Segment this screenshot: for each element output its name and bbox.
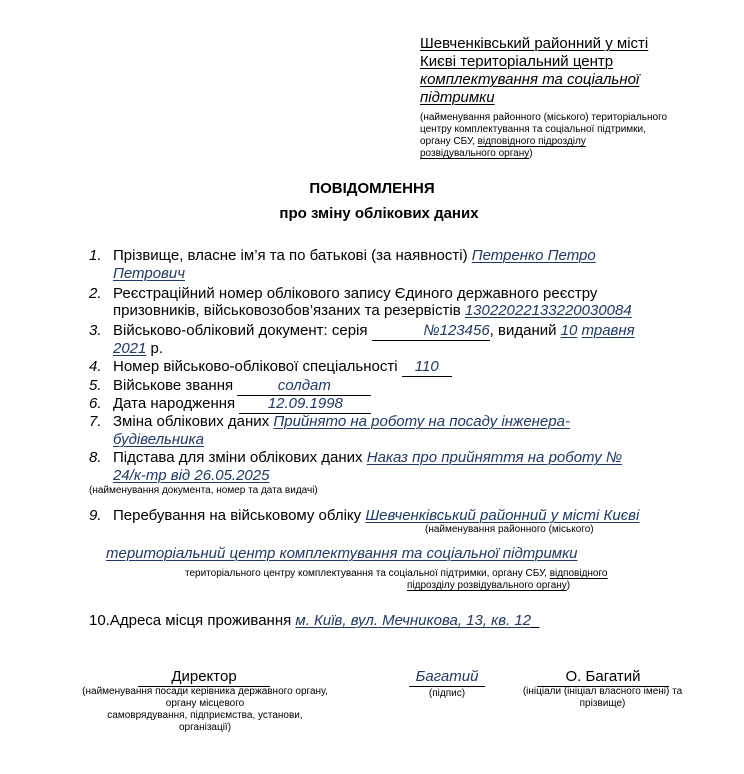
item-3-line-1: Військово-обліковий документ: серія №123456, виданий 10 травня bbox=[113, 322, 635, 339]
addressee-line-4: підтримки bbox=[420, 89, 495, 106]
addressee-note-1: (найменування районного (міського) територіального bbox=[420, 112, 668, 123]
signature-name-note: (ініціали (ініціал власного імені) та прізвище) bbox=[522, 686, 683, 709]
item-10-number: 10. bbox=[89, 612, 110, 629]
item-8-number: 8. bbox=[89, 449, 102, 466]
item-8-value-cont: 24/к-тр від 26.05.2025 bbox=[113, 467, 270, 484]
signature-position-note: (найменування посади керівника державного органу, органу місцевого самоврядування, підприємства, установи, організації) bbox=[82, 686, 328, 733]
item-5-line: Військове звання солдат bbox=[113, 377, 371, 396]
item-8-value: Наказ про прийняття на роботу № bbox=[366, 449, 623, 466]
item-3-month: травня bbox=[581, 322, 635, 339]
item-9-note-3: підрозділу розвідувального органу) bbox=[407, 580, 571, 591]
item-5-number: 5. bbox=[89, 377, 102, 394]
item-7-value-cont: будівельника bbox=[113, 431, 204, 448]
addressee-block bbox=[420, 35, 648, 107]
document-title: ПОВІДОМЛЕННЯ bbox=[309, 180, 435, 197]
item-7-number: 7. bbox=[89, 413, 102, 430]
item-4-value: 110 bbox=[402, 358, 452, 377]
signature-name: О. Багатий bbox=[537, 668, 669, 687]
addressee-note-4: розвідувального органу) bbox=[420, 148, 533, 159]
addressee-note bbox=[420, 112, 667, 160]
item-9-line-1: Перебування на військовому обліку Шевченківський районний у місті Києві bbox=[113, 507, 640, 524]
item-9-value: Шевченківський районний у місті Києві bbox=[365, 507, 640, 524]
addressee-line-3: комплектування та соціальної bbox=[420, 71, 640, 88]
document-subtitle: про зміну облікових даних bbox=[279, 205, 479, 222]
item-9-number: 9. bbox=[89, 507, 102, 524]
item-3-day: 10 bbox=[560, 322, 578, 339]
item-1-value-cont: Петрович bbox=[113, 265, 185, 282]
item-2-line-2: призовників, військовозобов’язаних та резервістів 13022022133220030084 bbox=[113, 302, 632, 319]
item-6-line: Дата народження 12.09.1998 bbox=[113, 395, 371, 414]
signature-position: Директор bbox=[138, 668, 270, 687]
item-4-line: Номер військово-облікової спеціальності 110 bbox=[113, 358, 452, 377]
item-2-value: 13022022133220030084 bbox=[464, 302, 632, 319]
item-7-value: Прийнято на роботу на посаду інженера- bbox=[273, 413, 570, 430]
item-3-line-2: 2021 р. bbox=[113, 340, 164, 357]
item-1-line-1 bbox=[113, 247, 596, 264]
item-4-number: 4. bbox=[89, 358, 102, 375]
addressee-line-2: Києві територіальний центр bbox=[420, 53, 614, 70]
item-3-series: №123456 bbox=[372, 322, 490, 341]
item-1-label: Прізвище, власне ім’я та по батькові (за наявності) bbox=[113, 247, 468, 264]
item-10-line: 10.Адреса місця проживання м. Київ, вул. Мечникова, 13, кв. 12 bbox=[89, 612, 532, 629]
item-3-year: 2021 bbox=[113, 340, 147, 357]
item-1-number: 1. bbox=[89, 247, 102, 264]
item-6-value: 12.09.1998 bbox=[239, 395, 371, 414]
item-3-number: 3. bbox=[89, 322, 102, 339]
item-7-line-1: Зміна облікових даних Прийнято на роботу на посаду інженера- bbox=[113, 413, 570, 430]
item-2-label-1: Реєстраційний номер облікового запису Єдиного державного реєстру bbox=[113, 285, 598, 302]
item-9-value-cont: територіальний центр комплектування та соціальної підтримки bbox=[106, 545, 578, 562]
signature-sign-note: (підпис) bbox=[428, 688, 466, 699]
item-10-value: м. Київ, вул. Мечникова, 13, кв. 12 bbox=[295, 612, 532, 629]
item-8-note: (найменування документа, номер та дата видачі) bbox=[89, 485, 318, 496]
item-6-number: 6. bbox=[89, 395, 102, 412]
signature-sign: Багатий bbox=[409, 668, 485, 687]
item-5-value: солдат bbox=[237, 377, 371, 396]
item-9-note-2: територіального центру комплектування та соціальної підтримки, органу СБУ, відповідного bbox=[185, 568, 608, 579]
item-1-value: Петренко Петро bbox=[471, 247, 596, 264]
item-2-number: 2. bbox=[89, 285, 102, 302]
item-9-note-1: (найменування районного (міського) bbox=[425, 524, 594, 535]
addressee-line-1: Шевченківський районний у місті bbox=[420, 35, 649, 52]
addressee-note-2: центру комплектування та соціальної підтримки, bbox=[420, 124, 646, 135]
item-8-line-1: Підстава для зміни облікових даних Наказ про прийняття на роботу № bbox=[113, 449, 623, 466]
addressee-note-3: органу СБУ, відповідного підрозділу bbox=[420, 136, 586, 147]
